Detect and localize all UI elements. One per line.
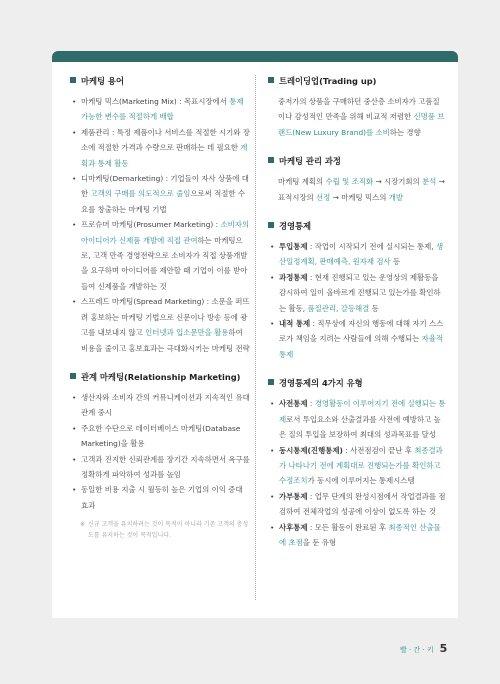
section-title: 마케팅 관리 과정 bbox=[268, 156, 446, 167]
control-list bbox=[268, 239, 446, 362]
section-title: 경영통제 bbox=[268, 221, 446, 232]
list-item: • 디마케팅(Demarketing) : 기업들이 자사 상품에 대한 고객의 구매를 의도적으로 줄임으로써 적절한 수요를 창출하는 마케팅 기법 bbox=[72, 174, 249, 214]
square-icon bbox=[70, 373, 76, 379]
list-item: • 가부통제 : 업무 단계의 완성시점에서 작업결과를 점검하여 전체작업의 성공에 이상이 없도록 하는 것 bbox=[270, 491, 446, 517]
paragraph: 마케팅 계획의 수립 및 조직화 → 시장기회의 분석 → 표적시장의 선정 → 마케팅 믹스의 개발 bbox=[278, 177, 445, 202]
list-item: • 사전통제 : 경영활동이 이루어지기 전에 실행되는 통제로서 투입요소와 산출결과를 사전에 예방하고 높은 질의 투입을 보장하여 최대의 성과목표를 달성 bbox=[270, 399, 446, 440]
list-item: • 사후통제 : 모든 활동이 완료된 후 최종적인 산출물에 초점을 둔 유형 bbox=[270, 522, 441, 547]
section-title: 관계 마케팅(Relationship Marketing) bbox=[70, 372, 250, 383]
paragraph: 중저가의 상품을 구매하던 중산층 소비자가 고품질이나 감성적인 만족을 위해 비교적 저렴한 신명품 브랜드(New Luxury Brand)를 소비하는 경향 bbox=[278, 97, 445, 137]
list-item: • 주요한 수단으로 데이터베이스 마케팅(Database Marketing)을 활용 bbox=[72, 423, 241, 449]
footnote: ※ 신규 고객을 유치하려는 것이 목적이 아니라 기존 고객의 충성도를 유지하는 것이 목적입니다. bbox=[80, 521, 249, 540]
section-title: 트레이딩업(Trading up) bbox=[268, 76, 446, 87]
square-icon bbox=[268, 222, 274, 228]
section-title: 마케팅 용어 bbox=[70, 76, 250, 87]
page-footer bbox=[400, 642, 447, 655]
column-divider bbox=[255, 75, 256, 600]
control-type-list bbox=[268, 396, 446, 550]
list-item: • 고객과 진지한 신뢰관계를 장기간 지속하면서 욕구를 정확하게 파악하여 성과를 높임 bbox=[72, 454, 250, 479]
square-icon bbox=[268, 379, 274, 385]
page-number: 5 bbox=[439, 642, 448, 655]
square-icon bbox=[268, 77, 274, 83]
list-item: • 제품관리 : 특정 제품이나 서비스를 적절한 시기와 장소에 적절한 가격과 수량으로 판매하는 데 필요한 계획과 통제 활동 bbox=[72, 127, 250, 168]
square-icon bbox=[268, 157, 274, 163]
list-item: • 프로슈머 마케팅(Prosumer Marketing) : 소비자의 아이디어가 신제품 개발에 직접 관여하는 마케팅으로, 고객 만족 경영전략으로 소비자가 직접 상품개발을 요구하며 아이디어를 제안할 때 기업이 이를 받아들여 신제품을 개발하는 것 bbox=[72, 220, 250, 291]
list-item: • 과정통제 : 현재 진행되고 있는 운영상의 제활동을 감시하여 일이 올바르게 진행되고 있는가를 확인하는 활동, 품질관리, 갈등해결 등 bbox=[270, 272, 441, 313]
list-item: • 투입통제 : 작업이 시작되기 전에 실시되는 통제, 생산일정계획, 판매예측, 원자재 검사 등 bbox=[270, 242, 444, 267]
list-item: • 동일한 비용 지출 시 월등히 높은 기업의 이익 증대 효과 bbox=[72, 485, 243, 510]
left-column bbox=[70, 76, 250, 541]
list-item: • 스프레드 마케팅(Spread Marketing) : 소문을 퍼뜨려 홍보하는 마케팅 기법으로 신문이나 방송 등에 광고를 내보내지 않고 인터넷과 입소문만을 활용하여 비용을 줄이고 홍보효과는 극대화시키는 마케팅 전략 bbox=[72, 297, 250, 353]
list-item: • 마케팅 믹스(Marketing Mix) : 목표시장에서 통제 가능한 변수를 적절하게 배합 bbox=[72, 97, 244, 122]
section-title: 경영통제의 4가지 유형 bbox=[268, 378, 446, 389]
square-icon bbox=[70, 77, 76, 83]
header-bar bbox=[52, 51, 458, 62]
list-item: • 동시통제(진행통제) : 사전점검이 끝난 후 최종결과가 나타나기 전에 계획대로 진행되는가를 확인하고 수정조치가 동시에 이루어지는 통제시스템 bbox=[270, 445, 443, 486]
term-list bbox=[70, 94, 250, 356]
list-item: • 내적 통제 : 직무상에 자신의 행동에 대해 자기 스스로가 책임을 지려는 사람들에 의해 수행되는 자율적 통제 bbox=[270, 319, 444, 359]
relationship-list bbox=[70, 390, 250, 513]
list-item: • 생산자와 소비자 간의 커뮤니케이션과 지속적인 유대관계 중시 bbox=[72, 392, 250, 418]
footer-label: 빨 · 간 · 키 bbox=[400, 646, 434, 654]
right-column bbox=[268, 76, 446, 550]
